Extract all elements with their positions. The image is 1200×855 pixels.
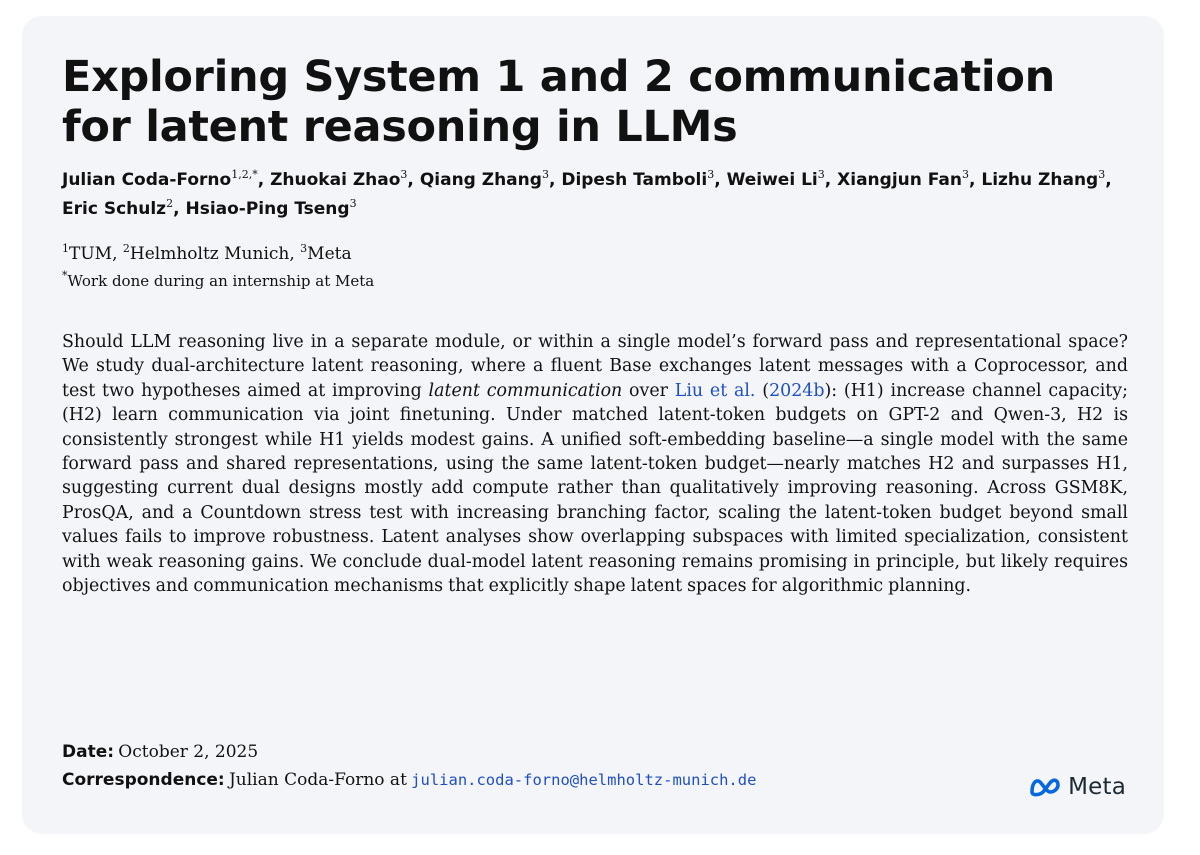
citation-paren: ( — [755, 380, 770, 401]
affiliation-marker: 2 — [122, 242, 130, 255]
author-name: Lizhu Zhang — [981, 170, 1099, 190]
footnote-marker: * — [62, 269, 68, 282]
paper-footer — [62, 738, 756, 794]
correspondence-name: Julian Coda-Forno at — [228, 770, 407, 790]
footnote-text: Work done during an internship at Meta — [67, 272, 375, 290]
author-affiliation-marker: 3 — [707, 168, 715, 181]
affiliation-name: Meta — [307, 244, 352, 264]
author-name: Zhuokai Zhao — [270, 170, 401, 190]
author — [420, 170, 549, 190]
author-affiliation-marker: 2 — [166, 197, 174, 210]
footnote — [62, 270, 1128, 292]
author-affiliation-marker: 3 — [400, 168, 408, 181]
author-name: Julian Coda-Forno — [62, 170, 232, 190]
author — [270, 170, 407, 190]
author-affiliation-marker: 3 — [1098, 168, 1106, 181]
title-line-2: for latent reasoning in LLMs — [62, 102, 738, 152]
author-name: Qiang Zhang — [419, 170, 542, 190]
author — [837, 170, 969, 190]
correspondence-line — [62, 766, 756, 794]
author-affiliation-marker: 1,2,* — [231, 168, 258, 181]
citation-link[interactable]: Liu et al. — [674, 380, 756, 401]
author-name: Eric Schulz — [62, 199, 167, 219]
author-affiliation-marker: 3 — [961, 168, 969, 181]
author-affiliation-marker: 3 — [541, 168, 549, 181]
author — [62, 170, 258, 190]
date-label: Date: — [62, 742, 115, 762]
affiliation-list: $^1$TUM, $^2$Helmholtz Munich, $^3$Meta — [62, 242, 352, 264]
author — [185, 199, 356, 219]
correspondence-email-link[interactable]: julian.coda-forno@helmholtz-munich.de — [411, 771, 757, 789]
meta-infinity-icon — [1028, 776, 1062, 798]
author-list: Julian Coda-Forno$^{1,2,*}$, Zhuokai Zhao$^3$, Qiang Zhang$^3$, Dipesh Tamboli$^3$, Weiwei Li$^3$, Xiangjun Fan$^3$, Lizhu Zhang$^3$, Eric Schulz$^2$, Hsiao-Ping Tseng$^3$ — [62, 168, 1112, 219]
meta-logo-text: Meta — [1068, 774, 1126, 800]
meta-logo — [1028, 774, 1126, 800]
author-name: Dipesh Tamboli — [561, 170, 708, 190]
affiliation-name: Helmholtz Munich — [129, 244, 290, 264]
author — [561, 170, 714, 190]
abstract-text: ): (H1) increase channel capacity; (H2) learn communication via joint finetuning. Under matched latent-token budgets on GPT-2 and Qwen-3, H2 is consistently strongest while H1 yields modest gains. A unified soft-embedding baseline—a single model with the same forward pass and shared representations, using the same latent-token budget—nearly matches H2 and surpasses H1, suggesting current dual designs mostly add compute rather than qualitatively improving reasoning. Across GSM8K, ProsQA, and a Countdown stress test with increasing branching factor, scaling the latent-token budget beyond small values fails to improve robustness. Latent analyses show overlapping subspaces with limited specialization, consistent with weak reasoning gains. We conclude dual-model latent reasoning remains promising in principle, but likely requires objectives and communication mechanisms that explicitly shape latent spaces for algorithmic planning. — [62, 380, 1128, 597]
abstract-text: Should LLM reasoning live in a separate module, or within a single model’s forward pass and representational space? We study dual-architecture latent reasoning, where a fluent Base exchanges latent messages with a Coprocessor, and test two hypotheses aimed at improving — [62, 332, 1128, 401]
author-affiliation-marker: 3 — [349, 197, 357, 210]
affiliation-marker: 3 — [300, 242, 308, 255]
paper-title — [62, 52, 1128, 152]
author — [62, 199, 173, 219]
author-name: Hsiao-Ping Tseng — [185, 199, 350, 219]
abstract-emphasis: latent communication — [428, 380, 623, 401]
paper-card — [22, 16, 1164, 834]
abstract — [62, 330, 1128, 598]
affiliation-name: TUM — [69, 244, 113, 264]
date-line — [62, 738, 756, 766]
author — [981, 170, 1105, 190]
paper-header — [62, 52, 1128, 616]
affiliation-marker: 1 — [62, 242, 69, 255]
author-name: Xiangjun Fan — [837, 170, 962, 190]
author-name: Weiwei Li — [726, 170, 818, 190]
citation-year-link[interactable]: 2024b — [769, 380, 825, 401]
title-line-1: Exploring System 1 and 2 communication — [62, 52, 1055, 102]
date-value: October 2, 2025 — [118, 742, 259, 762]
author — [727, 170, 825, 190]
correspondence-label: Correspondence: — [62, 770, 225, 790]
abstract-text: over — [622, 380, 675, 401]
author-affiliation-marker: 3 — [817, 168, 825, 181]
